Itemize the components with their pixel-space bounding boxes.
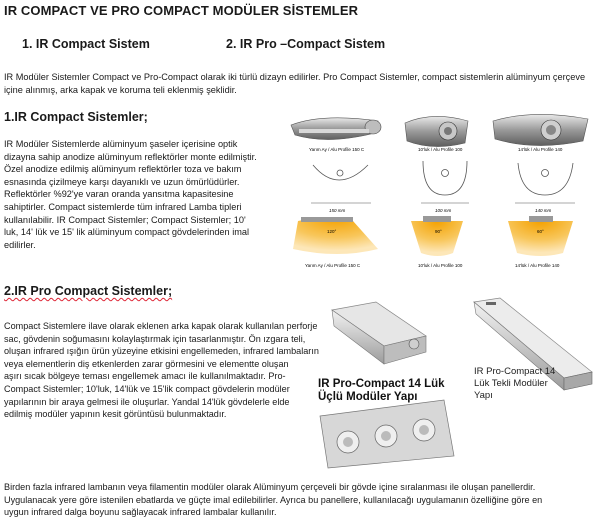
- section2-line: aşırı sıcak bölgeye teması engellemek amacı ile kullanılmaktadır. Pro-: [4, 371, 286, 382]
- section2-line: veya elementlerin diş etkenlerden zarar görmesini ve elementte oluşan: [4, 358, 289, 369]
- compact-profiles-figure: [283, 103, 598, 273]
- section1-line: sahiptirler. Compact sistemlerde tüm infrared Lamba tipleri: [4, 201, 242, 212]
- compact-profiles-illustration: [283, 103, 598, 273]
- footer-line: Uygulanacak yere göre istenilen ebatlarda ve güçte imal edilebilirler. Ayrıca bu panellere, kullanılacağı uygulamanın özelliğine göre en: [4, 494, 543, 505]
- section2-heading-text: 2.IR Pro Compact Sistemler;: [4, 284, 173, 298]
- triple-module-top: [332, 302, 426, 364]
- section1-line: luk, 14' lük ve 15' lik alüminyum compact gövdelerinden imal: [4, 227, 250, 238]
- subtitle-pro-compact: 2. IR Pro –Compact Sistem: [226, 37, 386, 51]
- caption-line: IR Pro-Compact 14 Lük: [318, 378, 445, 390]
- section1-body: [4, 138, 279, 251]
- caption-line: IR Pro-Compact 14: [474, 366, 556, 377]
- width-label: 100 mm: [435, 208, 452, 213]
- profile-caption: Yarım Ay / Alu Profile 150 C: [309, 147, 365, 152]
- bottom-caption: 14'lük / Alu Profile 140: [515, 263, 560, 268]
- section2-line: Compact Sistemlere ilave olarak eklenen arka kapak olarak kullanılan perforje: [4, 321, 318, 331]
- profile-halfmoon-3d: [291, 118, 381, 140]
- intro-paragraph: IR Modüler Sistemler Compact ve Pro-Compact olarak iki türlü dizayn edilirler. Pro Compact Sistemler, compact sistemlerin alüminyum çerçeve içine alınmış, arka kapak ve koruma teli eklenmiş şeklidir.: [4, 72, 586, 95]
- single-module-caption: [474, 366, 555, 402]
- bottom-caption: Yarım Ay / Alu Profile 150 C: [305, 263, 361, 268]
- profile-cross-sections: [311, 161, 575, 203]
- triple-module-section: [320, 400, 454, 468]
- angle-label: 90°: [435, 229, 442, 234]
- angle-label: 120°: [327, 229, 337, 234]
- section2-body: [4, 320, 334, 421]
- angle-label: 60°: [537, 229, 544, 234]
- triple-module-caption: [318, 378, 445, 404]
- section1-line: esnasında çizilmeye karşı dayanıklı ve uzun ömürlüdürler.: [4, 176, 240, 187]
- footer-line: Birden fazla infrared lambanın veya filamentin modüler olarak Alüminyum çerçeveli bir gövde içine sıralanması ile oluşan panellerdir.: [4, 482, 536, 492]
- pro-compact-figure: [314, 296, 598, 471]
- caption-line: Üçlü Modüler Yapı: [318, 391, 418, 403]
- section1-line: IR Modüler Sistemlerde alüminyum şaseler içerisine optik: [4, 139, 238, 149]
- section2-line: yapılarının bir araya gelmesi ile oluşurlar. Yandal 14'lük gövdelerle elde: [4, 396, 290, 407]
- width-label: 140 mm: [535, 208, 552, 213]
- profile-10-3d: [405, 116, 468, 146]
- footer-paragraph: [4, 481, 599, 519]
- section1-line: Reflektörler %92'ye varan oranda yansıtma kapasitesine: [4, 189, 234, 200]
- bottom-caption: 10'luk / Alu Profile 100: [418, 263, 463, 268]
- section2-heading: [4, 284, 172, 298]
- section2-line: edilmiş modüler yapının kesit görüntüsü bulunmaktadır.: [4, 409, 227, 420]
- caption-line: Lük Tekli Modüler: [474, 378, 548, 389]
- section1-line: Özel anodize edilmiş alüminyum reflektörler toza ve bakım: [4, 164, 242, 175]
- section1-line: edilirler.: [4, 239, 36, 250]
- section1-line: dizayna sahip anodize alüminyum reflektörler monte edilmiştir.: [4, 151, 257, 162]
- footer-line: uygun infrared dalga boyunu sağlayacak infrared lambalar kullanılır.: [4, 507, 277, 518]
- section2-line: oluşan infrared ışığın ürün yüzeyine etkisini engellemeden, infrared lambaların: [4, 346, 319, 357]
- caption-line: Yapı: [474, 390, 493, 401]
- section1-line: kullanılabilir. IR Compact Sistemler; Compact Sistemler; 10': [4, 214, 246, 225]
- width-label: 150 mm: [329, 208, 346, 213]
- section2-line: sac, gövdenin soğumasını kolaylaştırmak için tasarlanmıştır. Ön ızgara teli,: [4, 333, 306, 344]
- heat-distribution: [293, 216, 573, 256]
- page-title: IR COMPACT VE PRO COMPACT MODÜLER SİSTEMLER: [4, 3, 359, 18]
- subtitle-compact: 1. IR Compact Sistem: [22, 37, 150, 51]
- section2-line: Compact Sistemler; 10'luk, 14'lük ve 15'lik compact gövdelerin modüler: [4, 383, 290, 394]
- profile-caption: 14'lük / Alu Profile 140: [518, 147, 563, 152]
- profile-14-3d: [493, 114, 588, 145]
- section1-heading: 1.IR Compact Sistemler;: [4, 110, 148, 124]
- profile-caption: 10'luk / Alu Profile 100: [418, 147, 463, 152]
